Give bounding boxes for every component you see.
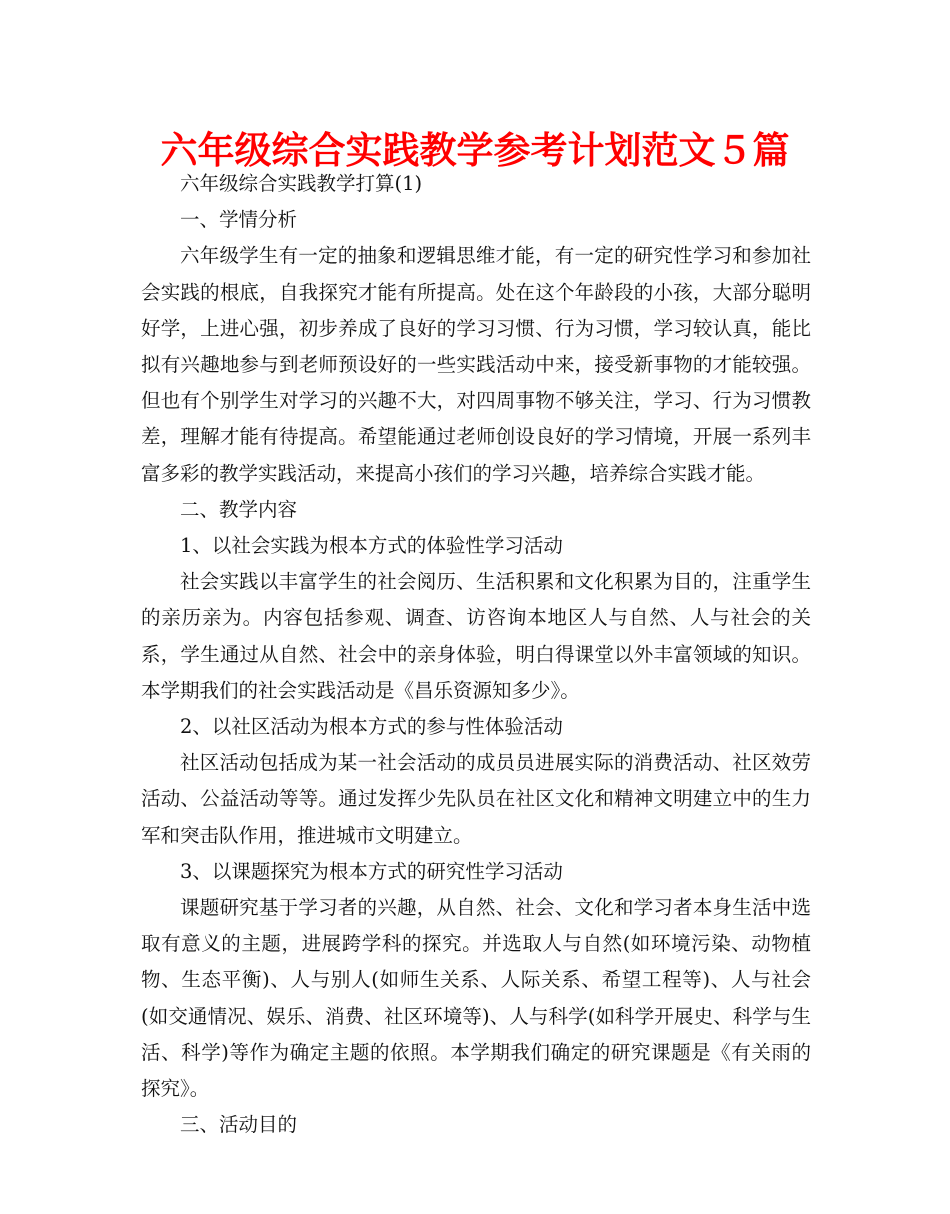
document-title: 六年级综合实践教学参考计划范文５篇 — [160, 129, 790, 172]
section-heading-1: 一、学情分析 — [180, 208, 298, 232]
subheading-social-practice: 1、以社会实践为根本方式的体验性学习活动 — [180, 534, 563, 558]
subheading-community-activity: 2、以社区活动为根本方式的参与性体验活动 — [180, 715, 563, 739]
section-heading-2: 二、教学内容 — [180, 497, 298, 521]
paragraph-student-analysis: 六年级学生有一定的抽象和逻辑思维才能，有一定的研究性学习和参加社会实践的根底，自我探究才能有所提高。处在这个年龄段的小孩，大部分聪明好学，上进心强，初步养成了良好的学习习惯、行为习惯，学习较认真，能比拟有兴趣地参与到老师预设好的一些实践活动中来，接受新事物的才能较强。但也有个别学生对学习的兴趣不大，对四周事物不够关注，学习、行为习惯教差，理解才能有待提高。希望能通过老师创设良好的学习情境，开展一系列丰富多彩的教学实践活动，来提高小孩们的学习兴趣，培养综合实践才能。 — [141, 244, 811, 485]
subheading-topic-research: 3、以课题探究为根本方式的研究性学习活动 — [180, 859, 563, 883]
document-body — [141, 166, 811, 1143]
paragraph-topic-research: 课题研究基于学习者的兴趣，从自然、社会、文化和学习者本身生活中选取有意义的主题，进展跨学科的探究。并选取人与自然(如环境污染、动物植物、生态平衡)、人与别人(如师生关系、人际关系、希望工程等)、人与社会(如交通情况、娱乐、消费、社区环境等)、人与科学(如科学开展史、科学与生活、科学)等作为确定主题的依照。本学期我们确定的研究课题是《有关雨的探究》。 — [141, 896, 811, 1101]
section-subtitle: 六年级综合实践教学打算(1) — [180, 172, 423, 195]
paragraph-social-practice: 社会实践以丰富学生的社会阅历、生活积累和文化积累为目的，注重学生的亲历亲为。内容包括参观、调查、访咨询本地区人与自然、人与社会的关系，学生通过从自然、社会中的亲身体验，明白得课堂以外丰富领域的知识。本学期我们的社会实践活动是《昌乐资源知多少》。 — [141, 570, 811, 702]
paragraph-community-activity: 社区活动包括成为某一社会活动的成员员进展实际的消费活动、社区效劳活动、公益活动等等。通过发挥少先队员在社区文化和精神文明建立中的生力军和突击队作用，推进城市文明建立。 — [141, 751, 811, 847]
section-heading-3: 三、活动目的 — [180, 1113, 298, 1137]
